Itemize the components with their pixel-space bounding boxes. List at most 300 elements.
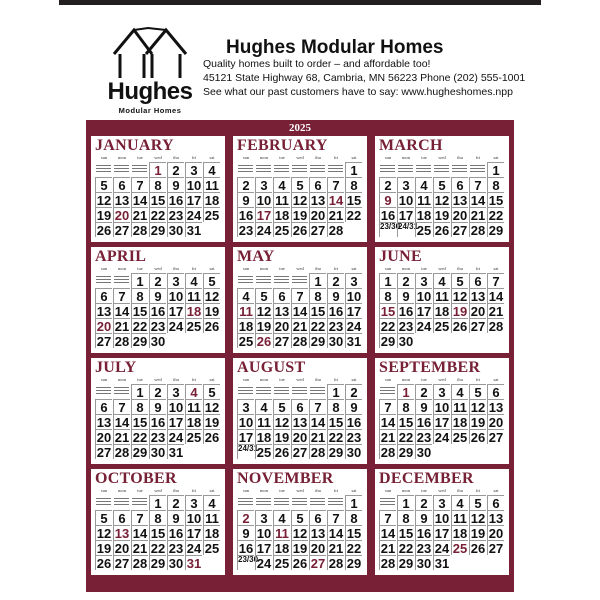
day-cell: 2: [415, 495, 432, 510]
day-cell: 17: [168, 415, 184, 430]
day-cell: 19: [292, 541, 308, 556]
day-cell: 10: [398, 193, 414, 208]
day-cell: 31: [186, 223, 202, 238]
day-cell: 26: [470, 541, 486, 556]
weekday-label: tue: [279, 266, 285, 271]
day-cell: 10: [168, 400, 184, 415]
day-cell: 18: [452, 415, 468, 430]
day-cell: 23/30: [379, 222, 396, 237]
day-cell: 30: [416, 445, 432, 460]
day-cell: 1: [327, 384, 344, 399]
day-cell: 18: [204, 193, 220, 208]
day-cell: 9: [379, 192, 396, 207]
month-title: AUGUST: [237, 359, 306, 376]
weekday-label: sat: [493, 377, 499, 382]
day-cell: 31: [186, 556, 202, 571]
day-cell: 3: [345, 273, 362, 288]
weekday-label: mon: [259, 266, 268, 271]
day-cell: 7: [291, 288, 308, 303]
day-cell: 11: [255, 414, 272, 429]
day-cell: 25: [186, 430, 202, 445]
day-cell: 20: [96, 319, 112, 334]
day-cell: 16: [238, 541, 254, 556]
day-cell: 20: [470, 304, 486, 319]
day-cell: 9: [167, 177, 184, 192]
day-cell: 7: [327, 177, 344, 192]
day-cell: 10: [186, 178, 202, 193]
day-cell: 1: [131, 384, 148, 399]
day-cell: 28: [380, 445, 396, 460]
day-cell: 11: [451, 399, 468, 414]
day-cell: 7: [131, 177, 148, 192]
brand-subtitle: Modular Homes: [118, 106, 182, 115]
day-cell: 20: [274, 319, 290, 334]
day-cell: 14: [380, 526, 396, 541]
weekday-header: [378, 266, 506, 272]
month-title: OCTOBER: [95, 470, 177, 487]
day-cell: 26: [96, 556, 112, 571]
day-cell: 28: [132, 556, 148, 571]
day-cell: 25: [204, 541, 220, 556]
day-cell: 1: [397, 495, 414, 510]
note-placeholder: [113, 163, 130, 177]
day-cell: 13: [310, 193, 326, 208]
day-cell: 21: [310, 430, 326, 445]
day-cell: 6: [113, 510, 130, 525]
day-cell: 5: [433, 177, 450, 192]
day-cell: 18: [256, 430, 272, 445]
note-placeholder: [469, 163, 486, 177]
weekday-label: wed: [296, 377, 304, 382]
day-cell: 5: [203, 384, 220, 399]
day-cell: 12: [470, 400, 486, 415]
day-cell: 6: [95, 288, 112, 303]
month-june: [375, 247, 509, 353]
weekday-label: sat: [351, 155, 357, 160]
day-cell: 21: [132, 208, 148, 223]
day-cell: 6: [309, 510, 326, 525]
day-cell: 26: [452, 319, 468, 334]
weekday-label: sat: [493, 266, 499, 271]
day-cell: 12: [452, 289, 468, 304]
day-cell: 12: [96, 193, 112, 208]
day-cell: 10: [416, 289, 432, 304]
day-cell: 29: [380, 334, 396, 349]
weekday-label: wed: [296, 155, 304, 160]
day-cell: 9: [397, 288, 414, 303]
day-cell: 12: [292, 526, 308, 541]
weekday-label: mon: [117, 266, 126, 271]
day-cell: 9: [237, 192, 254, 207]
address-phone: 45121 State Highway 68, Cambria, MN 56223 Phone (202) 555-1001: [203, 72, 526, 84]
day-cell: 16: [398, 304, 414, 319]
day-cell: 28: [470, 223, 486, 238]
weekday-label: sun: [384, 377, 392, 382]
weekday-label: thu: [173, 266, 179, 271]
day-cell: 7: [113, 288, 130, 303]
day-cell: 22: [150, 208, 166, 223]
note-placeholder: [237, 496, 254, 510]
day-cell: 21: [114, 319, 130, 334]
day-cell: 15: [150, 526, 166, 541]
day-cell: 19: [96, 208, 112, 223]
day-cell: 10: [168, 289, 184, 304]
day-cell: 6: [451, 177, 468, 192]
day-cell: 26: [292, 556, 308, 571]
day-cell: 24: [168, 430, 184, 445]
month-september: [375, 358, 509, 464]
day-cell: 15: [132, 304, 148, 319]
weekday-label: thu: [457, 377, 463, 382]
day-cell: 20: [452, 208, 468, 223]
day-cell: 27: [470, 319, 486, 334]
month-title: MAY: [237, 248, 275, 265]
weekday-label: wed: [296, 266, 304, 271]
day-cell: 25: [274, 223, 290, 238]
weekday-label: wed: [438, 377, 446, 382]
day-cell: 14: [380, 415, 396, 430]
day-cell: 15: [380, 304, 396, 319]
day-cell: 16: [380, 208, 396, 223]
note-placeholder: [255, 163, 272, 177]
day-cell: 11: [185, 399, 202, 414]
note-placeholder: [273, 163, 290, 177]
note-placeholder: [237, 274, 254, 288]
day-cell: 28: [328, 223, 344, 238]
weekday-label: thu: [173, 155, 179, 160]
day-cell: 17: [186, 526, 202, 541]
note-placeholder: [95, 163, 112, 177]
day-cell: 1: [149, 162, 166, 177]
weekday-label: tue: [279, 155, 285, 160]
day-cell: 20: [310, 208, 326, 223]
day-cell: 19: [434, 208, 450, 223]
weekday-label: mon: [259, 377, 268, 382]
day-cell: 11: [237, 303, 254, 318]
month-title: MARCH: [379, 137, 443, 154]
day-cell: 13: [114, 193, 130, 208]
day-cell: 27: [114, 556, 130, 571]
day-cell: 19: [470, 526, 486, 541]
weekday-label: wed: [154, 155, 162, 160]
day-cell: 18: [452, 526, 468, 541]
weekday-label: wed: [154, 488, 162, 493]
day-cell: 26: [96, 223, 112, 238]
weekday-label: fri: [333, 488, 339, 493]
weekday-label: sun: [384, 488, 392, 493]
day-cell: 28: [328, 556, 344, 571]
weekday-label: tue: [137, 155, 143, 160]
day-cell: 6: [291, 399, 308, 414]
day-cell: 24: [416, 319, 432, 334]
day-cell: 25: [274, 556, 290, 571]
day-cell: 28: [488, 319, 504, 334]
day-cell: 23: [398, 319, 414, 334]
day-cell: 16: [168, 193, 184, 208]
weekday-label: thu: [315, 155, 321, 160]
weekday-label: wed: [154, 266, 162, 271]
day-cell: 18: [186, 304, 202, 319]
day-cell: 7: [469, 177, 486, 192]
company-logo: [100, 26, 200, 115]
day-cell: 15: [488, 193, 504, 208]
day-cell: 1: [309, 273, 326, 288]
weekday-label: tue: [137, 488, 143, 493]
day-cell: 16: [150, 415, 166, 430]
day-cell: 7: [327, 510, 344, 525]
day-cell: 4: [273, 510, 290, 525]
weekday-header: [236, 488, 364, 494]
day-cell: 3: [433, 495, 450, 510]
day-cell: 9: [327, 288, 344, 303]
weekday-label: sun: [100, 488, 108, 493]
weekday-label: thu: [457, 488, 463, 493]
day-cell: 8: [379, 288, 396, 303]
month-november: [233, 469, 367, 575]
day-cell: 5: [273, 399, 290, 414]
weekday-label: wed: [154, 377, 162, 382]
weekday-label: fri: [475, 488, 481, 493]
day-cell: 1: [131, 273, 148, 288]
day-cell: 6: [487, 384, 504, 399]
weekday-label: mon: [117, 488, 126, 493]
day-cell: 4: [185, 273, 202, 288]
day-cell: 7: [131, 510, 148, 525]
day-cell: 9: [149, 288, 166, 303]
day-cell: 8: [345, 510, 362, 525]
day-cell: 4: [203, 162, 220, 177]
note-placeholder: [291, 163, 308, 177]
day-cell: 8: [345, 177, 362, 192]
day-cell: 13: [96, 415, 112, 430]
note-placeholder: [113, 496, 130, 510]
day-cell: 29: [150, 556, 166, 571]
day-cell: 4: [415, 177, 432, 192]
note-placeholder: [113, 274, 130, 288]
day-cell: 11: [433, 288, 450, 303]
day-cell: 11: [185, 288, 202, 303]
weekday-header: [94, 377, 222, 383]
note-placeholder: [95, 274, 112, 288]
company-name: Hughes Modular Homes: [226, 37, 444, 58]
weekday-label: sun: [242, 155, 250, 160]
day-cell: 2: [397, 273, 414, 288]
calendar-panel: [86, 120, 514, 592]
day-cell: 19: [256, 319, 272, 334]
day-cell: 3: [255, 177, 272, 192]
day-cell: 21: [114, 430, 130, 445]
day-cell: 21: [328, 208, 344, 223]
month-july: [91, 358, 225, 464]
weekday-label: thu: [315, 266, 321, 271]
day-cell: 26: [434, 223, 450, 238]
day-cell: 28: [114, 334, 130, 349]
weekday-header: [236, 266, 364, 272]
day-cell: 26: [292, 223, 308, 238]
day-cell: 7: [487, 273, 504, 288]
day-cell: 19: [274, 430, 290, 445]
day-cell: 13: [292, 415, 308, 430]
day-cell: 23: [346, 430, 362, 445]
day-cell: 25: [452, 541, 468, 556]
day-cell: 5: [469, 384, 486, 399]
day-cell: 18: [204, 526, 220, 541]
note-placeholder: [131, 163, 148, 177]
day-cell: 27: [114, 223, 130, 238]
day-cell: 2: [379, 177, 396, 192]
day-cell: 22: [346, 541, 362, 556]
note-placeholder: [379, 496, 396, 510]
weekday-label: tue: [421, 155, 427, 160]
day-cell: 22: [150, 541, 166, 556]
day-cell: 15: [346, 193, 362, 208]
day-cell: 14: [114, 415, 130, 430]
day-cell: 15: [132, 415, 148, 430]
day-cell: 28: [132, 223, 148, 238]
day-cell: 6: [273, 288, 290, 303]
weekday-header: [378, 488, 506, 494]
day-cell: 4: [433, 273, 450, 288]
day-cell: 20: [96, 430, 112, 445]
day-cell: 21: [292, 319, 308, 334]
weekday-label: sun: [242, 377, 250, 382]
day-cell: 8: [327, 399, 344, 414]
day-cell: 24/31: [237, 444, 254, 459]
day-cell: 8: [149, 510, 166, 525]
day-cell: 15: [346, 526, 362, 541]
weekday-label: fri: [333, 155, 339, 160]
day-cell: 6: [487, 495, 504, 510]
day-cell: 6: [469, 273, 486, 288]
weekday-label: fri: [475, 266, 481, 271]
weekday-label: fri: [475, 377, 481, 382]
day-cell: 8: [397, 510, 414, 525]
weekday-header: [94, 155, 222, 161]
day-cell: 1: [345, 162, 362, 177]
day-cell: 5: [451, 273, 468, 288]
day-cell: 13: [488, 400, 504, 415]
day-cell: 16: [238, 208, 254, 223]
weekday-label: sun: [242, 488, 250, 493]
day-cell: 17: [346, 304, 362, 319]
weekday-label: sat: [209, 155, 215, 160]
day-cell: 20: [310, 541, 326, 556]
weekday-label: mon: [401, 266, 410, 271]
note-placeholder: [95, 496, 112, 510]
day-cell: 2: [149, 273, 166, 288]
day-cell: 2: [167, 162, 184, 177]
day-cell: 23: [416, 541, 432, 556]
day-cell: 22: [132, 319, 148, 334]
day-cell: 22: [310, 319, 326, 334]
day-cell: 2: [167, 495, 184, 510]
note-placeholder: [255, 274, 272, 288]
weekday-label: sat: [351, 377, 357, 382]
day-cell: 10: [346, 289, 362, 304]
weekday-label: sun: [100, 155, 108, 160]
month-title: FEBRUARY: [237, 137, 328, 154]
day-cell: 17: [238, 430, 254, 445]
weekday-label: thu: [173, 488, 179, 493]
day-cell: 3: [167, 273, 184, 288]
day-cell: 3: [167, 384, 184, 399]
day-cell: 24: [346, 319, 362, 334]
note-placeholder: [131, 496, 148, 510]
day-cell: 15: [310, 304, 326, 319]
note-placeholder: [327, 163, 344, 177]
day-cell: 25: [186, 319, 202, 334]
day-cell: 25: [434, 319, 450, 334]
weekday-label: thu: [315, 377, 321, 382]
day-cell: 4: [185, 384, 202, 399]
day-cell: 27: [96, 445, 112, 460]
day-cell: 6: [113, 177, 130, 192]
day-cell: 8: [487, 177, 504, 192]
weekday-label: sat: [209, 266, 215, 271]
day-cell: 20: [488, 526, 504, 541]
day-cell: 2: [237, 177, 254, 192]
day-cell: 26: [204, 430, 220, 445]
weekday-label: mon: [401, 155, 410, 160]
note-placeholder: [273, 274, 290, 288]
day-cell: 25: [452, 430, 468, 445]
note-placeholder: [397, 163, 414, 177]
weekday-label: fri: [191, 488, 197, 493]
day-cell: 26: [274, 445, 290, 460]
day-cell: 9: [345, 399, 362, 414]
calendar-year: 2025: [289, 122, 311, 134]
note-placeholder: [273, 496, 290, 510]
month-title: DECEMBER: [379, 470, 474, 487]
day-cell: 24: [256, 223, 272, 238]
day-cell: 18: [238, 319, 254, 334]
day-cell: 25: [256, 445, 272, 460]
weekday-label: sun: [100, 266, 108, 271]
day-cell: 26: [256, 334, 272, 349]
day-cell: 17: [168, 304, 184, 319]
day-cell: 18: [186, 415, 202, 430]
day-cell: 14: [328, 193, 344, 208]
weekday-header: [378, 377, 506, 383]
day-cell: 3: [433, 384, 450, 399]
day-cell: 23: [416, 430, 432, 445]
day-cell: 10: [238, 415, 254, 430]
day-cell: 29: [132, 334, 148, 349]
weekday-label: wed: [438, 155, 446, 160]
day-cell: 10: [434, 400, 450, 415]
month-title: SEPTEMBER: [379, 359, 481, 376]
day-cell: 19: [292, 208, 308, 223]
day-cell: 4: [255, 399, 272, 414]
weekday-label: sat: [209, 377, 215, 382]
day-cell: 29: [398, 445, 414, 460]
weekday-label: wed: [438, 266, 446, 271]
day-cell: 24: [168, 319, 184, 334]
weekday-label: mon: [259, 155, 268, 160]
day-cell: 15: [150, 193, 166, 208]
day-cell: 25: [238, 334, 254, 349]
day-cell: 29: [346, 556, 362, 571]
day-cell: 5: [255, 288, 272, 303]
weekday-label: mon: [401, 377, 410, 382]
weekday-label: thu: [457, 155, 463, 160]
day-cell: 17: [416, 304, 432, 319]
day-cell: 22: [380, 319, 396, 334]
day-cell: 31: [434, 556, 450, 571]
day-cell: 4: [273, 177, 290, 192]
day-cell: 21: [132, 541, 148, 556]
month-title: JUNE: [379, 248, 422, 265]
